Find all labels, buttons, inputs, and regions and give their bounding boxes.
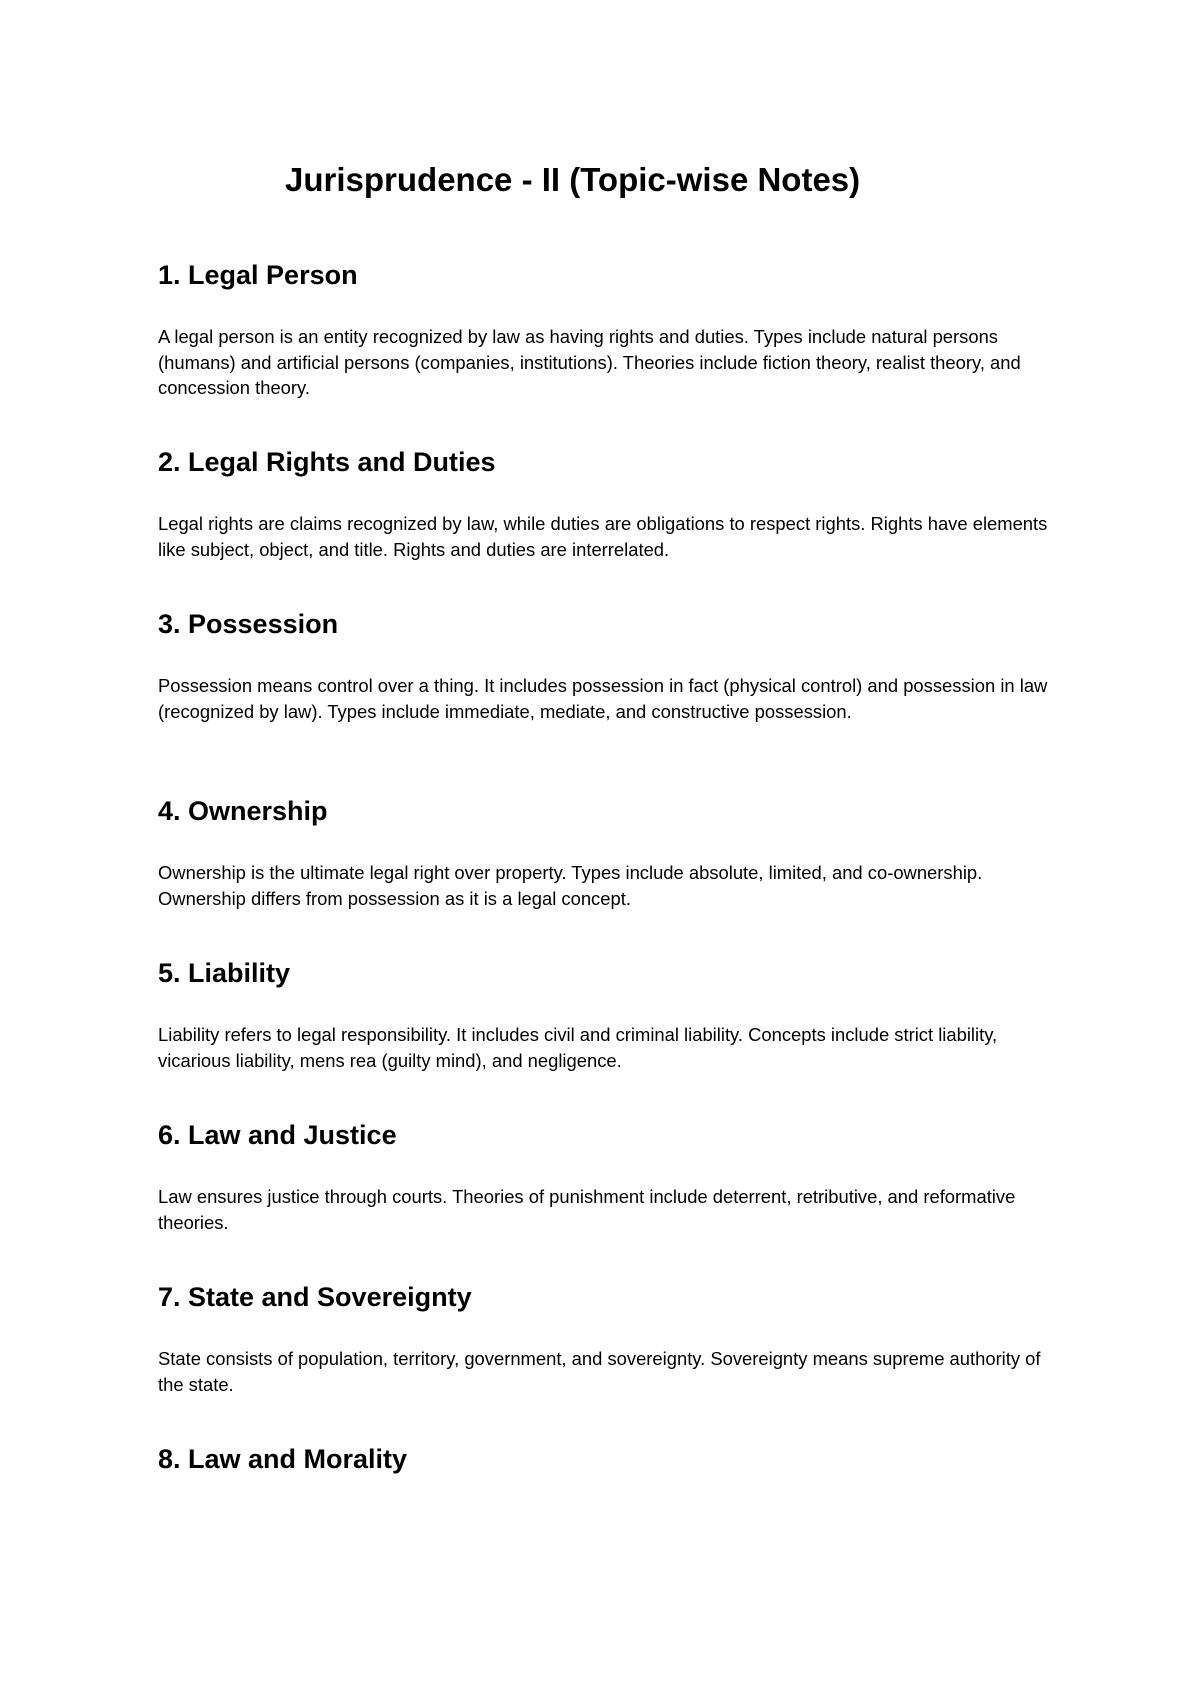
section-heading: 8. Law and Morality [158,1444,408,1474]
section-state-and-sovereignty [158,1280,1058,1397]
section-legal-person [158,258,1058,401]
section-heading: 4. Ownership [158,796,328,826]
section-law-and-morality [158,1442,1058,1476]
section-heading: 2. Legal Rights and Duties [158,447,496,477]
section-body: Possession means control over a thing. It includes possession in fact (physical control) and possession in law (recognized by law). Types include immediate, mediate, and constructive possession. [158,675,1048,722]
section-body: State consists of population, territory, government, and sovereignty. Sovereignty means supreme authority of the state. [158,1348,1041,1395]
section-heading: 7. State and Sovereignty [158,1282,472,1312]
section-legal-rights-and-duties [158,445,1058,562]
section-body: Law ensures justice through courts. Theories of punishment include deterrent, retributive, and reformative theories. [158,1186,1016,1233]
document-title [158,160,1058,200]
section-body: A legal person is an entity recognized by law as having rights and duties. Types include natural persons (humans) and artificial persons (companies, institutions). Theories include fiction theory, realist theory, and concession theory. [158,326,1021,398]
section-liability [158,956,1058,1073]
section-heading: 1. Legal Person [158,260,358,290]
section-body: Liability refers to legal responsibility. It includes civil and criminal liability. Concepts include strict liability, vicarious liability, mens rea (guilty mind), and negligence. [158,1024,998,1071]
section-law-and-justice [158,1118,1058,1235]
section-heading: 3. Possession [158,609,339,639]
section-body: Legal rights are claims recognized by law, while duties are obligations to respect rights. Rights have elements like subject, object, and title. Rights and duties are interrelated. [158,513,1048,560]
document-title-text: Jurisprudence - II (Topic-wise Notes) [285,161,861,198]
section-ownership [158,794,1058,911]
section-heading: 6. Law and Justice [158,1120,397,1150]
section-body: Ownership is the ultimate legal right over property. Types include absolute, limited, and co-ownership. Ownership differs from possession as it is a legal concept. [158,862,983,909]
section-heading: 5. Liability [158,958,291,988]
section-possession [158,607,1058,724]
